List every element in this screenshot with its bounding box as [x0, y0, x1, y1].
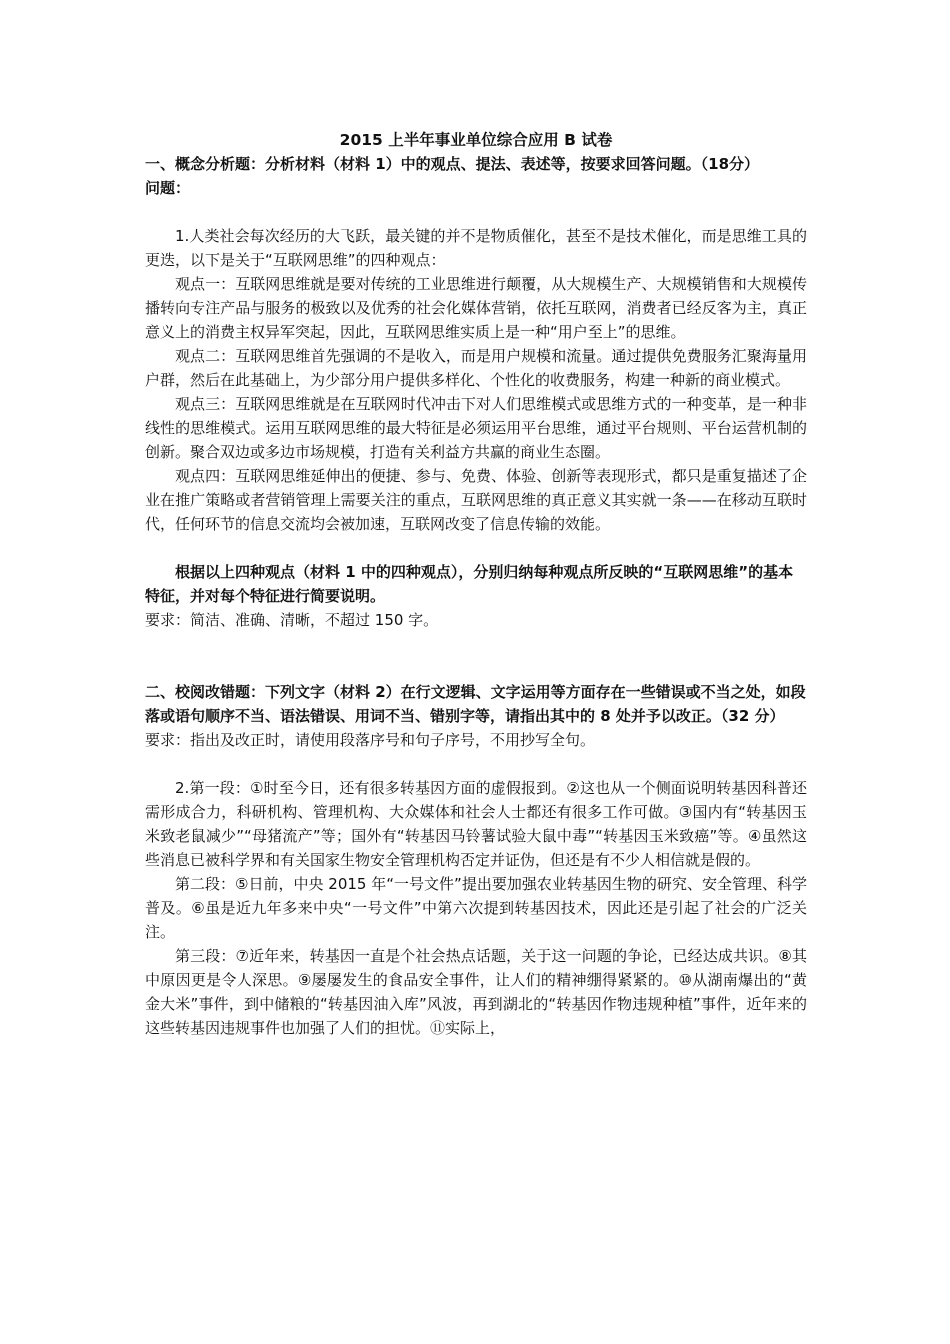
- section2-heading: 二、校阅改错题：下列文字（材料 2）在行文逻辑、文字运用等方面存在一些错误或不当之处，如段落或语句顺序不当、语法错误、用词不当、错别字等，请指出其中的 8 处并予以改正。（32 分）: [145, 683, 806, 725]
- section2-requirement: 要求：指出及改正时，请使用段落序号和句子序号，不用抄写全句。: [145, 731, 596, 749]
- view-one: 观点一：互联网思维就是要对传统的工业思维进行颠覆，从大规模生产、大规模销售和大规模传播转向专注产品与服务的极致以及优秀的社会化媒体营销，依托互联网，消费者已经反客为主，真正意义上的消费主权异军突起，因此，互联网思维实质上是一种“用户至上”的思维。: [145, 275, 807, 341]
- document-title: 2015 上半年事业单位综合应用 B 试卷: [339, 131, 613, 149]
- document-page: [145, 128, 807, 1040]
- section1-heading: 一、概念分析题：分析材料（材料 1）中的观点、提法、表述等，按要求回答问题。（18分）: [145, 155, 760, 173]
- section1-intro: 1.人类社会每次经历的大飞跃，最关键的并不是物质催化，甚至不是技术催化，而是思维工具的更迭，以下是关于“互联网思维”的四种观点：: [145, 227, 807, 269]
- section1-task: 根据以上四种观点（材料 1 中的四种观点），分别归纳每种观点所反映的“互联网思维”的基本特征，并对每个特征进行简要说明。: [145, 563, 794, 605]
- spacer: [145, 752, 807, 776]
- view-four: 观点四：互联网思维延伸出的便捷、参与、免费、体验、创新等表现形式，都只是重复描述了企业在推广策略或者营销管理上需要关注的重点，互联网思维的真正意义其实就一条——在移动互联时代，任何环节的信息交流均会被加速，互联网改变了信息传输的效能。: [145, 467, 807, 533]
- material2-paragraph-1: 2.第一段：①时至今日，还有很多转基因方面的虚假报到。②这也从一个侧面说明转基因科普还需形成合力，科研机构、管理机构、大众媒体和社会人士都还有很多工作可做。③国内有“转基因玉米致老鼠减少”“母猪流产”等；国外有“转基因马铃薯试验大鼠中毒”“转基因玉米致癌”等。④虽然这些消息已被科学界和有关国家生物安全管理机构否定并证伪，但还是有不少人相信就是假的。: [145, 779, 807, 869]
- material2-paragraph-3: 第三段：⑦近年来，转基因一直是个社会热点话题，关于这一问题的争论，已经达成共识。⑧其中原因更是令人深思。⑨屡屡发生的食品安全事件，让人们的精神绷得紧紧的。⑩从湖南爆出的“黄金大米”事件，到中储粮的“转基因油入库”风波，再到湖北的“转基因作物违规种植”事件，近年来的这些转基因违规事件也加强了人们的担忧。⑪实际上，: [145, 947, 807, 1037]
- section1-question-label: 问题：: [145, 179, 191, 197]
- section1-requirement: 要求：简洁、准确、清晰，不超过 150 字。: [145, 611, 439, 629]
- view-three: 观点三：互联网思维就是在互联网时代冲击下对人们思维模式或思维方式的一种变革，是一种非线性的思维模式。运用互联网思维的最大特征是必须运用平台思维，通过平台规则、平台运营机制的创新。聚合双边或多边市场规模，打造有关利益方共赢的商业生态圈。: [145, 395, 807, 461]
- spacer: [145, 632, 807, 680]
- spacer: [145, 536, 807, 560]
- spacer: [145, 200, 807, 224]
- view-two: 观点二：互联网思维首先强调的不是收入，而是用户规模和流量。通过提供免费服务汇聚海量用户群，然后在此基础上，为少部分用户提供多样化、个性化的收费服务，构建一种新的商业模式。: [145, 347, 807, 389]
- material2-paragraph-2: 第二段：⑤日前，中央 2015 年“一号文件”提出要加强农业转基因生物的研究、安全管理、科学普及。⑥虽是近九年多来中央“一号文件”中第六次提到转基因技术，因此还是引起了社会的广泛关注。: [145, 875, 807, 941]
